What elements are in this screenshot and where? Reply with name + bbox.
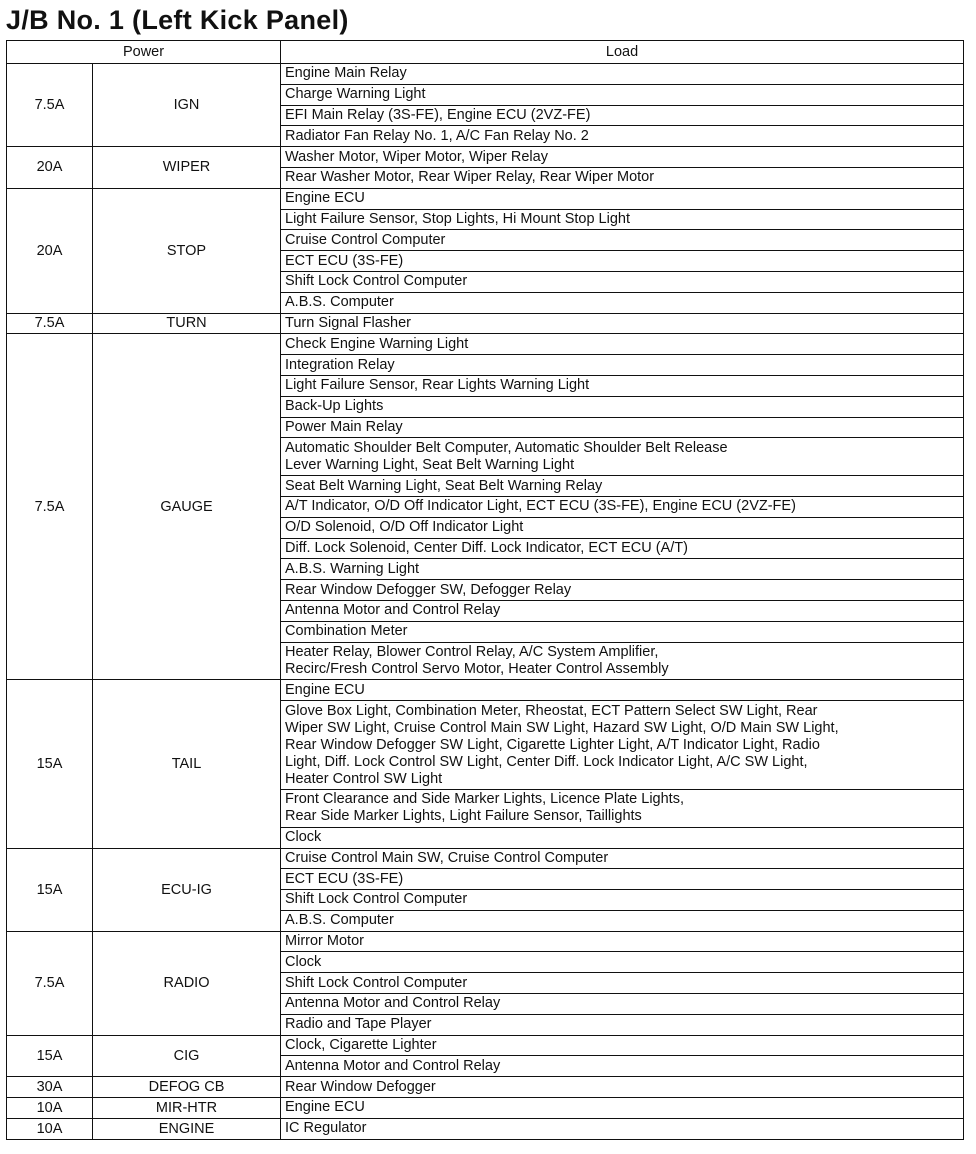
load-item: Antenna Motor and Control Relay [281,600,964,621]
load-item: Diff. Lock Solenoid, Center Diff. Lock Indicator, ECT ECU (A/T) [281,538,964,559]
load-item: Engine Main Relay [281,64,964,85]
fuse-name: TURN [93,313,281,334]
fuse-amperage: 10A [7,1098,93,1119]
load-item: Integration Relay [281,355,964,376]
fuse-table-body [7,64,964,1140]
load-item: Mirror Motor [281,931,964,952]
load-item: Front Clearance and Side Marker Lights, Licence Plate Lights, Rear Side Marker Lights, Light Failure Sensor, Taillights [281,789,964,827]
load-item: Back-Up Lights [281,396,964,417]
load-item: Shift Lock Control Computer [281,973,964,994]
load-item: Washer Motor, Wiper Motor, Wiper Relay [281,147,964,168]
table-row [7,1077,964,1098]
load-item: Power Main Relay [281,417,964,438]
power-header: Power [7,41,281,64]
load-item: A.B.S. Warning Light [281,559,964,580]
load-item: Glove Box Light, Combination Meter, Rheostat, ECT Pattern Select SW Light, Rear Wiper SW Light, Cruise Control Main SW Light, Hazard SW Light, O/D Main SW Light, Rear Window Defogger SW Light, Cigarette Lighter Light, A/T Indicator Light, Radio Light, Diff. Lock Control SW Light, Center Diff. Lock Indicator Light, A/C SW Light, Heater Control SW Light [281,701,964,790]
table-row [7,64,964,85]
load-item: Automatic Shoulder Belt Computer, Automatic Shoulder Belt Release Lever Warning Light, Seat Belt Warning Light [281,438,964,476]
header-row [7,41,964,64]
load-item: A.B.S. Computer [281,292,964,313]
fuse-name: GAUGE [93,334,281,680]
fuse-name: WIPER [93,147,281,189]
load-item: EFI Main Relay (3S-FE), Engine ECU (2VZ-FE) [281,105,964,126]
table-row [7,334,964,355]
load-item: Rear Washer Motor, Rear Wiper Relay, Rear Wiper Motor [281,167,964,188]
table-row [7,1098,964,1119]
load-item: Clock [281,827,964,848]
load-item: A/T Indicator, O/D Off Indicator Light, ECT ECU (3S-FE), Engine ECU (2VZ-FE) [281,496,964,517]
load-item: Engine ECU [281,680,964,701]
load-item: IC Regulator [281,1118,964,1139]
load-item: ECT ECU (3S-FE) [281,251,964,272]
table-row [7,848,964,869]
load-item: A.B.S. Computer [281,910,964,931]
load-item: Engine ECU [281,1098,964,1119]
load-item: Heater Relay, Blower Control Relay, A/C System Amplifier, Recirc/Fresh Control Servo Motor, Heater Control Assembly [281,642,964,680]
table-row [7,680,964,701]
fuse-amperage: 20A [7,188,93,313]
load-item: ECT ECU (3S-FE) [281,869,964,890]
fuse-amperage: 20A [7,147,93,189]
load-item: Seat Belt Warning Light, Seat Belt Warning Relay [281,476,964,497]
fuse-name: ENGINE [93,1118,281,1139]
load-item: Turn Signal Flasher [281,313,964,334]
load-item: Light Failure Sensor, Rear Lights Warning Light [281,375,964,396]
table-row [7,1035,964,1056]
fuse-amperage: 15A [7,1035,93,1077]
load-item: Antenna Motor and Control Relay [281,1056,964,1077]
fuse-amperage: 7.5A [7,64,93,147]
page-title: J/B No. 1 (Left Kick Panel) [6,5,349,35]
load-item: Engine ECU [281,188,964,209]
load-item: Antenna Motor and Control Relay [281,994,964,1015]
load-item: Cruise Control Computer [281,230,964,251]
fuse-amperage: 15A [7,848,93,931]
load-item: Rear Window Defogger [281,1077,964,1098]
load-item: Cruise Control Main SW, Cruise Control Computer [281,848,964,869]
load-item: Clock [281,952,964,973]
fuse-amperage: 30A [7,1077,93,1098]
table-row [7,188,964,209]
table-row [7,313,964,334]
load-item: Radio and Tape Player [281,1014,964,1035]
fuse-amperage: 7.5A [7,313,93,334]
fuse-name: DEFOG CB [93,1077,281,1098]
fuse-table [6,40,964,1140]
fuse-name: RADIO [93,931,281,1035]
fuse-name: MIR-HTR [93,1098,281,1119]
load-item: Clock, Cigarette Lighter [281,1035,964,1056]
fuse-amperage: 15A [7,680,93,848]
load-item: Shift Lock Control Computer [281,271,964,292]
fuse-name: ECU-IG [93,848,281,931]
table-row [7,1118,964,1139]
load-item: Light Failure Sensor, Stop Lights, Hi Mount Stop Light [281,209,964,230]
table-row [7,931,964,952]
fuse-amperage: 7.5A [7,334,93,680]
fuse-name: CIG [93,1035,281,1077]
fuse-amperage: 10A [7,1118,93,1139]
load-item: Check Engine Warning Light [281,334,964,355]
fuse-name: IGN [93,64,281,147]
load-item: Charge Warning Light [281,84,964,105]
load-header: Load [281,41,964,64]
load-item: Shift Lock Control Computer [281,890,964,911]
fuse-amperage: 7.5A [7,931,93,1035]
fuse-name: STOP [93,188,281,313]
load-item: Combination Meter [281,621,964,642]
fuse-name: TAIL [93,680,281,848]
table-row [7,147,964,168]
load-item: Radiator Fan Relay No. 1, A/C Fan Relay No. 2 [281,126,964,147]
load-item: O/D Solenoid, O/D Off Indicator Light [281,517,964,538]
load-item: Rear Window Defogger SW, Defogger Relay [281,580,964,601]
